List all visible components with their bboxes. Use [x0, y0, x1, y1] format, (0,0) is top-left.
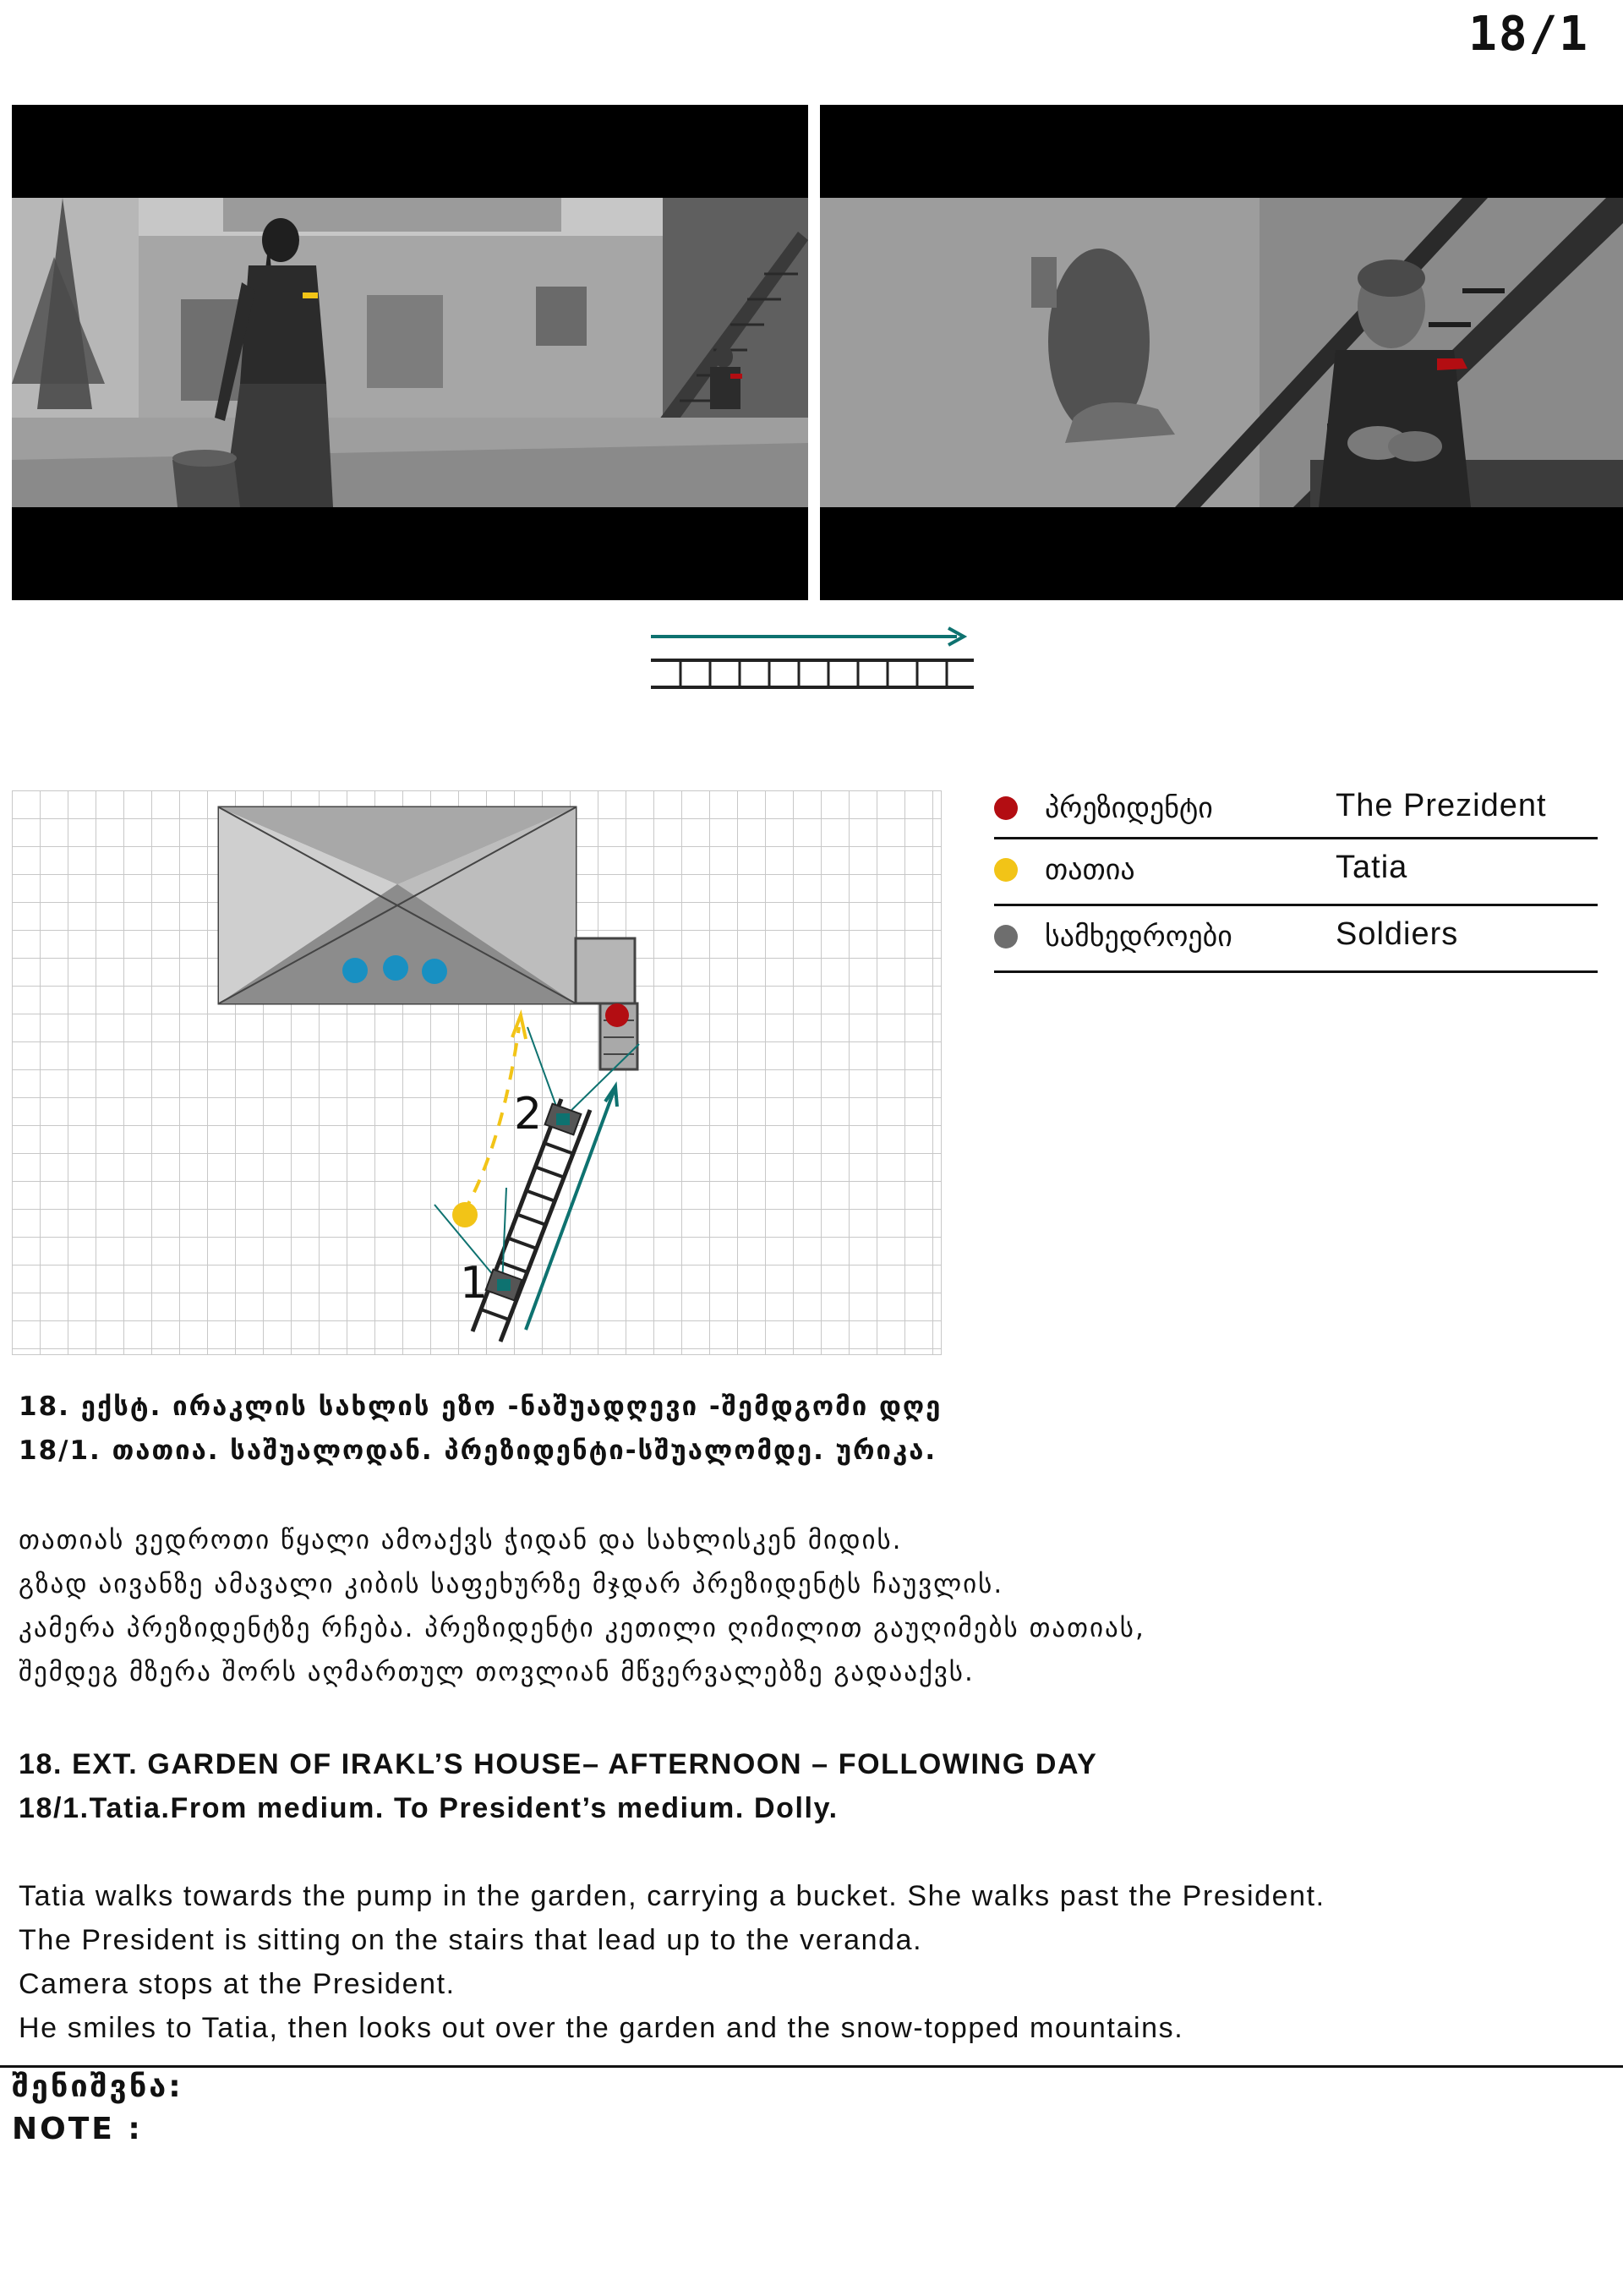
action-line-en: He smiles to Tatia, then looks out over the garden and the snow-topped mountains. — [19, 2012, 1184, 2044]
legend-row-president — [994, 778, 1598, 839]
soldiers-color-dot — [994, 925, 1018, 948]
action-line-ka: თათიას ვედროთი წყალი ამოაქვს ჭიდან და სახლისკენ მიდის. — [19, 1525, 903, 1555]
legend-label-en: Tatia — [1336, 850, 1408, 885]
action-line-en: Tatia walks towards the pump in the garden, carrying a bucket. She walks past the President. — [19, 1880, 1325, 1912]
action-line-ka: გზად აივანზე ამავალი კიბის საფეხურზე მჯდარ პრეზიდენტს ჩაუვლის. — [19, 1569, 1004, 1599]
action-line-ka: შემდეგ მზერა შორს აღმართულ თოვლიან მწვერვალებზე გადააქვს. — [19, 1657, 975, 1687]
shot-heading-ka: 18/1. თათია. საშუალოდან. პრეზიდენტი-სშუალომდე. ურიკა. — [19, 1435, 937, 1466]
legend-label-en: The Prezident — [1336, 788, 1547, 823]
legend-row-tatia — [994, 839, 1598, 906]
frame-2-sketch — [820, 105, 1623, 600]
shot-heading-en: 18/1.Tatia.From medium. To President’s medium. Dolly. — [19, 1792, 839, 1824]
legend-label-ka: პრეზიდენტი — [1045, 791, 1213, 825]
storyboard-frame-1 — [12, 105, 808, 600]
shot-label-2: 2 — [514, 1089, 543, 1140]
action-line-en: The President is sitting on the stairs that lead up to the veranda. — [19, 1924, 923, 1956]
soldier-marker — [342, 958, 368, 983]
scene-heading-en: 18. EXT. GARDEN OF IRAKL’S HOUSE– AFTERNOON – FOLLOWING DAY — [19, 1748, 1098, 1780]
storyboard-frame-2 — [820, 105, 1623, 600]
soldier-marker — [383, 955, 408, 981]
scene-heading-ka: 18. ექსტ. ირაკლის სახლის ეზო -ნაშუადღევი -შემდგომი დღე — [19, 1391, 943, 1422]
president-marker — [605, 1003, 629, 1027]
action-line-ka: კამერა პრეზიდენტზე რჩება. პრეზიდენტი კეთილი ღიმილით გაუღიმებს თათიას, — [19, 1613, 1145, 1643]
legend-row-soldiers — [994, 906, 1598, 973]
note-label-en: NOTE : — [12, 2112, 143, 2146]
legend-label-en: Soldiers — [1336, 916, 1459, 952]
dolly-track-icon — [642, 621, 981, 697]
note-divider — [0, 2065, 1623, 2068]
legend-label-ka: სამხედროები — [1045, 920, 1232, 954]
floor-plan — [12, 790, 942, 1355]
tatia-color-dot — [994, 858, 1018, 882]
character-legend — [994, 778, 1598, 972]
tatia-marker — [452, 1202, 478, 1227]
action-line-en: Camera stops at the President. — [19, 1968, 456, 2000]
legend-label-ka: თათია — [1045, 853, 1135, 887]
soldier-marker — [422, 959, 447, 984]
note-label-ka: შენიშვნა: — [12, 2069, 183, 2104]
president-color-dot — [994, 796, 1018, 820]
page-number: 18/1 — [1468, 7, 1589, 62]
frame-1-sketch — [12, 105, 808, 600]
shot-label-1: 1 — [460, 1258, 489, 1309]
